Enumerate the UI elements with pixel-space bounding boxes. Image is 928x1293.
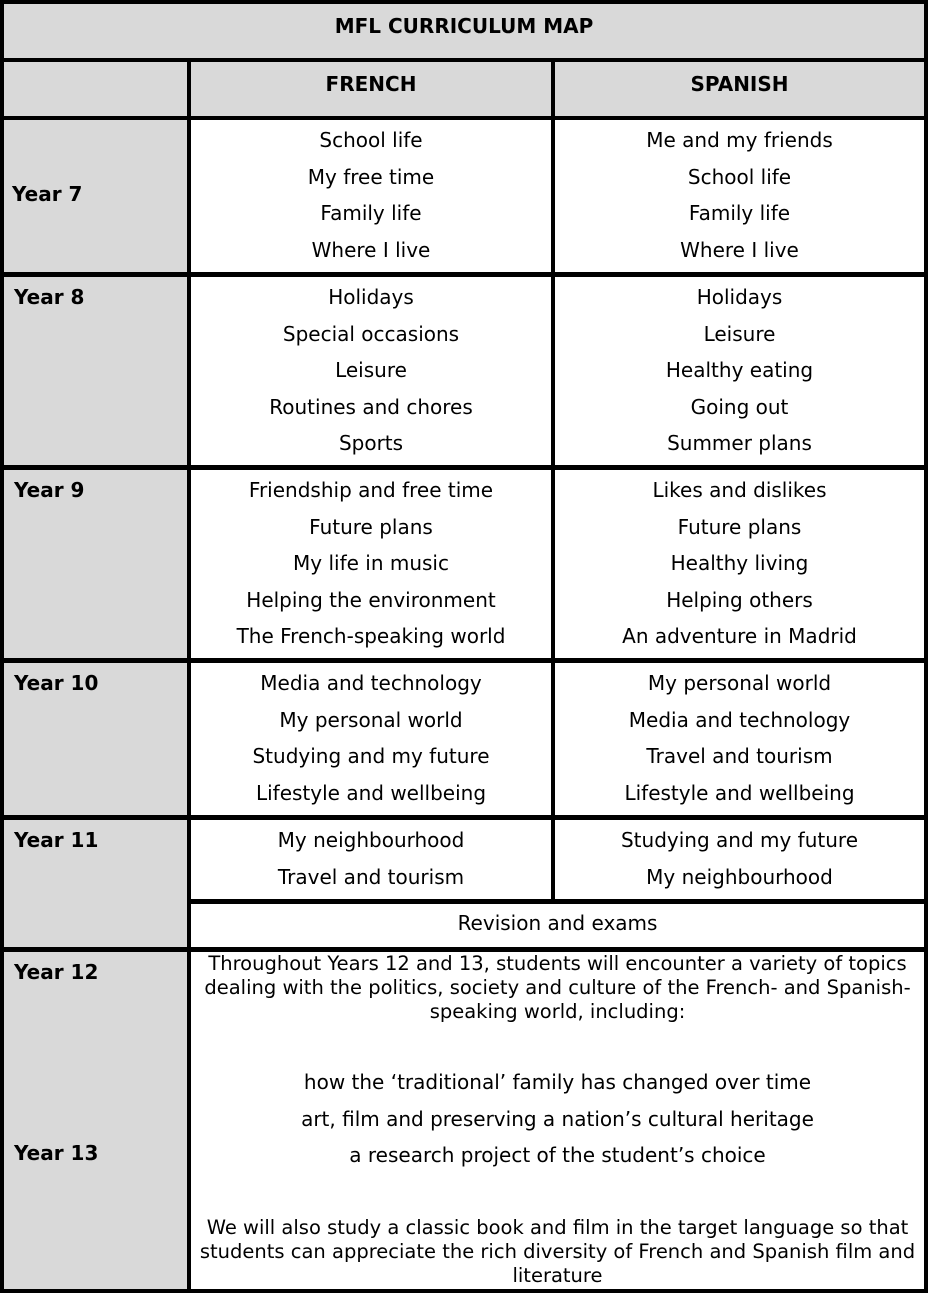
list-item: Where I live [311, 237, 431, 262]
list-item: Media and technology [628, 707, 851, 732]
list-item: My personal world [647, 671, 832, 695]
shared-topic: Revision and exams [457, 911, 658, 935]
list-item: Where I live [680, 237, 799, 262]
header-french: FRENCH [191, 62, 551, 116]
year-label: Year 9 [4, 470, 187, 658]
list-item: My personal world [279, 707, 463, 732]
list-item: Media and technology [260, 671, 482, 695]
list-item: My neighbourhood [277, 828, 465, 852]
header-spanish: SPANISH [555, 62, 924, 116]
revision-and-exams [191, 904, 924, 947]
list-item: School life [319, 128, 423, 152]
list-item: Summer plans [667, 431, 812, 455]
year-label: Year 12 [14, 960, 99, 984]
list-item: Lifestyle and wellbeing [624, 780, 855, 805]
list-item: Going out [690, 394, 789, 419]
list-item: My neighbourhood [646, 864, 833, 889]
year-label: Year 13 [14, 1141, 99, 1165]
year-label: Year 10 [4, 663, 187, 815]
french-topics-year9 [191, 470, 551, 658]
year-label: Year 8 [4, 277, 187, 465]
list-item: a research project of the student’s choice [349, 1143, 766, 1167]
list-item: Studying and my future [252, 744, 490, 768]
list-item: Family life [320, 201, 422, 225]
list-item: Lifestyle and wellbeing [255, 780, 487, 805]
year-label: Year 7 [4, 120, 187, 272]
year-label: Year 11 [4, 820, 187, 947]
list-item: Leisure [335, 358, 407, 382]
list-item: Helping others [666, 587, 813, 612]
list-item: Travel and tourism [646, 744, 833, 768]
spanish-topics-year8 [555, 277, 924, 465]
list-item: how the ‘traditional’ family has changed over time [303, 1070, 812, 1094]
spanish-topics-year10 [555, 663, 924, 815]
list-item: My free time [307, 164, 435, 189]
french-topics-year11 [191, 820, 551, 899]
list-item: Helping the environment [246, 587, 496, 612]
list-item: Leisure [703, 321, 776, 346]
list-item: Future plans [677, 514, 802, 539]
list-item: Special occasions [282, 321, 460, 346]
list-item: The French-speaking world [236, 624, 506, 648]
list-item: Future plans [309, 514, 433, 539]
header-corner-cell [4, 62, 187, 116]
list-item: Studying and my future [620, 828, 858, 852]
intro-paragraph: Throughout Years 12 and 13, students will encounter a variety of topics dealing with the politics, society and culture of the French- and Spanish-speaking world, including: [204, 952, 911, 1023]
list-item: Likes and dislikes [652, 478, 827, 502]
list-item: My life in music [293, 551, 449, 575]
french-topics-year8 [191, 277, 551, 465]
list-item: Travel and tourism [277, 864, 465, 889]
topic-list [191, 1064, 924, 1174]
list-item: School life [687, 164, 792, 189]
list-item: Sports [338, 431, 404, 455]
spanish-topics-year7 [555, 120, 924, 272]
list-item: An adventure in Madrid [622, 624, 857, 648]
french-topics-year10 [191, 663, 551, 815]
sixth-form-label-column [4, 952, 187, 1289]
list-item: Friendship and free time [248, 478, 494, 502]
list-item: Holidays [328, 285, 414, 309]
list-item: Holidays [696, 285, 783, 309]
list-item: Routines and chores [269, 394, 473, 419]
sixth-form-content [191, 952, 924, 1289]
list-item: Family life [688, 201, 791, 225]
list-item: Healthy eating [665, 358, 814, 382]
spanish-topics-year11 [555, 820, 924, 899]
page-title: MFL CURRICULUM MAP [4, 4, 924, 58]
spanish-topics-year9 [555, 470, 924, 658]
list-item: art, film and preserving a nation’s cultural heritage [301, 1106, 814, 1131]
list-item: Me and my friends [646, 128, 833, 152]
french-topics-year7 [191, 120, 551, 272]
closing-paragraph: We will also study a classic book and film in the target language so that students can appreciate the rich diversity of French and Spanish film and literature [199, 1216, 916, 1287]
list-item: Healthy living [670, 551, 809, 575]
